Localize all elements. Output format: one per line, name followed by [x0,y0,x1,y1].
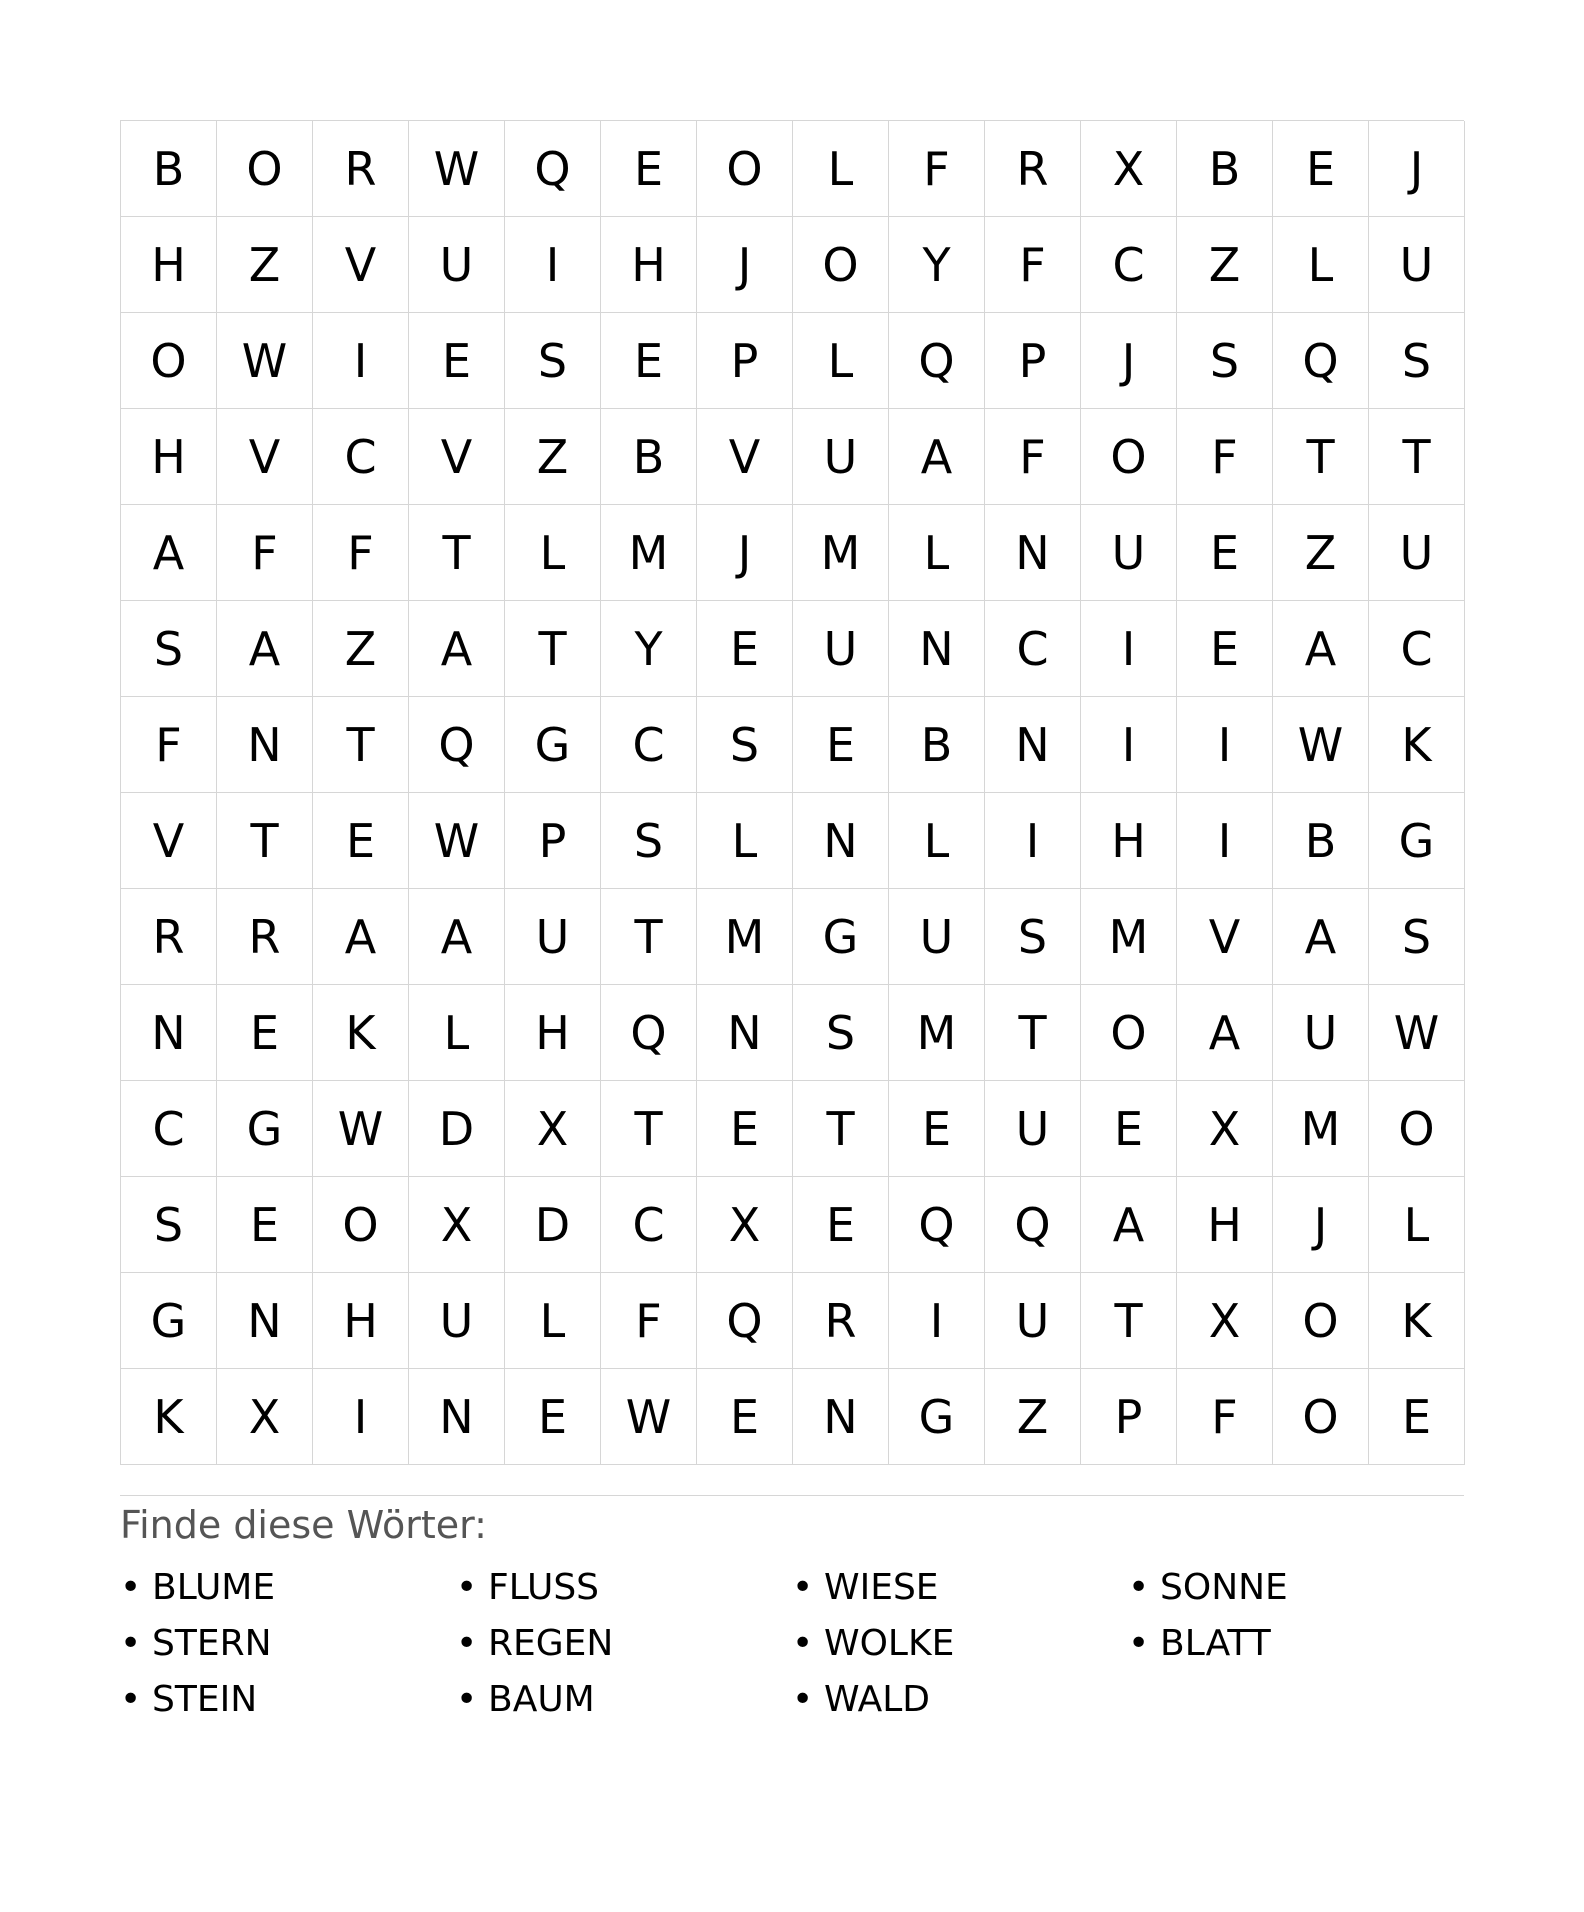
grid-cell[interactable]: E [889,1081,985,1177]
grid-cell[interactable]: L [697,793,793,889]
grid-cell[interactable]: Q [697,1273,793,1369]
word-list-item [792,1672,1128,1728]
grid-cell[interactable]: E [1273,121,1369,217]
grid-cell[interactable]: U [1369,217,1465,313]
grid-cell[interactable]: L [505,505,601,601]
grid-cell[interactable]: E [697,1369,793,1465]
word-list-item [456,1672,792,1728]
word-label: FLUSS [488,1567,600,1608]
grid-cell[interactable]: J [1273,1177,1369,1273]
grid-cell[interactable]: U [1273,985,1369,1081]
bullet-icon: • [1128,1623,1150,1664]
grid-cell[interactable]: L [793,313,889,409]
grid-cell[interactable]: S [1177,313,1273,409]
word-list-item [120,1672,456,1728]
grid-cell[interactable]: A [409,889,505,985]
grid-cell[interactable]: Z [985,1369,1081,1465]
grid-cell[interactable]: E [217,1177,313,1273]
grid-cell[interactable]: N [409,1369,505,1465]
grid-cell[interactable]: H [601,217,697,313]
grid-cell[interactable]: G [217,1081,313,1177]
grid-cell[interactable]: W [409,121,505,217]
grid-cell[interactable]: Q [889,313,985,409]
grid-cell[interactable]: W [1369,985,1465,1081]
grid-cell[interactable]: E [1177,601,1273,697]
grid-cell[interactable]: X [1081,121,1177,217]
grid-cell[interactable]: A [313,889,409,985]
grid-cell[interactable]: I [889,1273,985,1369]
grid-cell[interactable]: Q [409,697,505,793]
grid-cell[interactable]: T [1081,1273,1177,1369]
grid-cell[interactable]: Z [1273,505,1369,601]
grid-cell[interactable]: R [985,121,1081,217]
grid-cell[interactable]: E [601,313,697,409]
grid-cell[interactable]: Q [505,121,601,217]
bullet-icon: • [120,1623,142,1664]
grid-cell[interactable]: Z [313,601,409,697]
grid-cell[interactable]: J [1369,121,1465,217]
grid-cell[interactable]: U [985,1081,1081,1177]
grid-cell[interactable]: T [601,1081,697,1177]
grid-cell[interactable]: E [217,985,313,1081]
grid-cell[interactable]: U [409,217,505,313]
grid-cell[interactable]: G [121,1273,217,1369]
word-list-item [1128,1560,1464,1616]
grid-cell[interactable]: Z [217,217,313,313]
grid-cell[interactable]: S [985,889,1081,985]
grid-cell[interactable]: S [697,697,793,793]
grid-cell[interactable]: T [505,601,601,697]
grid-cell[interactable]: E [697,1081,793,1177]
grid-cell[interactable]: P [697,313,793,409]
grid-cell[interactable]: D [505,1177,601,1273]
grid-cell[interactable]: X [217,1369,313,1465]
grid-cell[interactable]: F [1177,409,1273,505]
grid-cell[interactable]: U [1081,505,1177,601]
grid-cell[interactable]: B [889,697,985,793]
grid-cell[interactable]: O [1273,1273,1369,1369]
grid-cell[interactable]: J [697,505,793,601]
grid-cell[interactable]: R [313,121,409,217]
grid-cell[interactable]: N [793,1369,889,1465]
grid-cell[interactable]: V [121,793,217,889]
grid-cell[interactable]: O [697,121,793,217]
word-list [120,1560,1464,1728]
grid-cell[interactable]: S [1369,889,1465,985]
grid-cell[interactable]: O [313,1177,409,1273]
grid-cell[interactable]: O [121,313,217,409]
word-label: WOLKE [824,1623,955,1664]
grid-cell[interactable]: S [601,793,697,889]
grid-cell[interactable]: M [793,505,889,601]
grid-cell[interactable]: E [1369,1369,1465,1465]
grid-cell[interactable]: I [985,793,1081,889]
word-list-item [792,1616,1128,1672]
grid-cell[interactable]: X [505,1081,601,1177]
grid-cell[interactable]: O [1081,409,1177,505]
grid-cell[interactable]: A [121,505,217,601]
grid-cell[interactable]: C [985,601,1081,697]
grid-cell[interactable]: W [409,793,505,889]
grid-cell[interactable]: N [121,985,217,1081]
grid-cell[interactable]: S [1369,313,1465,409]
grid-cell[interactable]: F [889,121,985,217]
grid-cell[interactable]: U [889,889,985,985]
word-label: WIESE [824,1567,939,1608]
grid-cell[interactable]: X [1177,1081,1273,1177]
grid-cell[interactable]: I [313,313,409,409]
grid-cell[interactable]: C [601,1177,697,1273]
word-label: BLUME [152,1567,276,1608]
grid-cell[interactable]: M [889,985,985,1081]
grid-cell[interactable]: O [1369,1081,1465,1177]
grid-cell[interactable]: G [793,889,889,985]
word-list-item [120,1560,456,1616]
grid-cell[interactable]: N [697,985,793,1081]
bullet-icon: • [792,1567,814,1608]
grid-cell[interactable]: E [1177,505,1273,601]
grid-cell[interactable]: A [1177,985,1273,1081]
grid-cell[interactable]: M [1081,889,1177,985]
grid-cell[interactable]: K [121,1369,217,1465]
grid-cell[interactable]: W [1273,697,1369,793]
grid-cell[interactable]: B [1177,121,1273,217]
grid-cell[interactable]: M [697,889,793,985]
grid-cell[interactable]: W [313,1081,409,1177]
grid-cell[interactable]: Y [889,217,985,313]
word-list-item [792,1560,1128,1616]
grid-cell[interactable]: A [1273,889,1369,985]
word-label: STERN [152,1623,272,1664]
grid-cell[interactable]: P [985,313,1081,409]
word-label: REGEN [488,1623,614,1664]
grid-cell[interactable]: X [409,1177,505,1273]
grid-cell[interactable]: X [697,1177,793,1273]
grid-cell[interactable]: K [1369,697,1465,793]
grid-cell[interactable]: O [793,217,889,313]
grid-cell[interactable]: H [313,1273,409,1369]
word-list-item [456,1560,792,1616]
bullet-icon: • [456,1679,478,1720]
grid-cell[interactable]: V [1177,889,1273,985]
grid-cell[interactable]: I [313,1369,409,1465]
grid-cell[interactable]: L [889,793,985,889]
grid-cell[interactable]: Z [1177,217,1273,313]
grid-cell[interactable]: V [697,409,793,505]
grid-cell[interactable]: L [793,121,889,217]
word-label: WALD [824,1679,931,1720]
grid-cell[interactable]: X [1177,1273,1273,1369]
grid-cell[interactable]: T [601,889,697,985]
grid-cell[interactable]: T [313,697,409,793]
grid-cell[interactable]: F [601,1273,697,1369]
grid-cell[interactable]: W [601,1369,697,1465]
grid-cell[interactable]: N [217,1273,313,1369]
bullet-icon: • [120,1679,142,1720]
grid-cell[interactable]: G [505,697,601,793]
grid-cell[interactable]: E [313,793,409,889]
wordlist-title: Finde diese Wörter: [120,1503,487,1547]
grid-cell[interactable]: E [601,121,697,217]
grid-cell[interactable]: O [217,121,313,217]
letter-grid [120,120,1464,1465]
grid-cell[interactable]: L [1273,217,1369,313]
grid-cell[interactable]: N [793,793,889,889]
grid-cell[interactable]: B [601,409,697,505]
puzzle-page [120,120,1464,1728]
grid-cell[interactable]: Q [889,1177,985,1273]
grid-cell[interactable]: N [985,697,1081,793]
grid-cell[interactable]: L [409,985,505,1081]
grid-cell[interactable]: C [313,409,409,505]
grid-cell[interactable]: A [889,409,985,505]
grid-cell[interactable]: P [1081,1369,1177,1465]
grid-cell[interactable]: C [121,1081,217,1177]
grid-cell[interactable]: B [121,121,217,217]
grid-cell[interactable]: P [505,793,601,889]
grid-cell[interactable]: M [601,505,697,601]
bullet-icon: • [456,1623,478,1664]
word-list-item [456,1616,792,1672]
grid-cell[interactable]: H [1177,1177,1273,1273]
grid-cell[interactable]: E [505,1369,601,1465]
grid-cell[interactable]: E [409,313,505,409]
grid-cell[interactable]: F [313,505,409,601]
grid-cell[interactable]: C [601,697,697,793]
grid-cell[interactable]: M [1273,1081,1369,1177]
grid-cell[interactable]: N [985,505,1081,601]
grid-cell[interactable]: F [985,409,1081,505]
grid-cell[interactable]: T [1273,409,1369,505]
grid-cell[interactable]: I [505,217,601,313]
bullet-icon: • [792,1623,814,1664]
grid-cell[interactable]: L [1369,1177,1465,1273]
bullet-icon: • [1128,1567,1150,1608]
grid-cell[interactable]: N [217,697,313,793]
grid-cell[interactable]: O [1081,985,1177,1081]
grid-cell[interactable]: Q [985,1177,1081,1273]
grid-cell[interactable]: U [793,409,889,505]
grid-cell[interactable]: Q [601,985,697,1081]
grid-cell[interactable]: J [697,217,793,313]
grid-cell[interactable]: K [313,985,409,1081]
grid-cell[interactable]: K [1369,1273,1465,1369]
grid-cell[interactable]: S [793,985,889,1081]
grid-cell[interactable]: A [409,601,505,697]
grid-cell[interactable]: I [1177,697,1273,793]
grid-cell[interactable]: E [1081,1081,1177,1177]
grid-cell[interactable]: U [1369,505,1465,601]
grid-cell[interactable]: F [217,505,313,601]
grid-cell[interactable]: U [793,601,889,697]
grid-cell[interactable]: E [793,1177,889,1273]
grid-cell[interactable]: H [505,985,601,1081]
word-list-item [1128,1616,1464,1672]
grid-cell[interactable]: I [1081,601,1177,697]
grid-cell[interactable]: G [1369,793,1465,889]
grid-cell[interactable]: S [505,313,601,409]
grid-cell[interactable]: L [505,1273,601,1369]
grid-cell[interactable]: R [793,1273,889,1369]
grid-cell[interactable]: E [697,601,793,697]
grid-cell[interactable]: Y [601,601,697,697]
grid-cell[interactable]: C [1081,217,1177,313]
word-label: STEIN [152,1679,258,1720]
grid-cell[interactable]: E [793,697,889,793]
grid-cell[interactable]: U [985,1273,1081,1369]
grid-cell[interactable]: V [313,217,409,313]
grid-cell[interactable]: G [889,1369,985,1465]
grid-cell[interactable]: I [1177,793,1273,889]
grid-cell[interactable]: R [217,889,313,985]
grid-cell[interactable]: T [217,793,313,889]
grid-cell[interactable]: F [985,217,1081,313]
grid-cell[interactable]: A [1273,601,1369,697]
grid-cell[interactable]: F [121,697,217,793]
grid-cell[interactable]: A [1081,1177,1177,1273]
grid-cell[interactable]: Z [505,409,601,505]
divider [120,1495,1464,1496]
grid-cell[interactable]: V [409,409,505,505]
bullet-icon: • [120,1567,142,1608]
grid-cell[interactable]: L [889,505,985,601]
word-label: SONNE [1160,1567,1288,1608]
grid-cell[interactable]: S [121,1177,217,1273]
grid-cell[interactable]: U [505,889,601,985]
grid-cell[interactable]: T [1369,409,1465,505]
grid-cell[interactable]: S [121,601,217,697]
grid-cell[interactable]: H [121,409,217,505]
grid-cell[interactable]: V [217,409,313,505]
grid-cell[interactable]: R [121,889,217,985]
grid-cell[interactable]: H [1081,793,1177,889]
word-label: BAUM [488,1679,595,1720]
word-label: BLATT [1160,1623,1271,1664]
grid-cell[interactable]: D [409,1081,505,1177]
grid-cell[interactable]: Q [1273,313,1369,409]
grid-cell[interactable]: H [121,217,217,313]
grid-cell[interactable]: W [217,313,313,409]
grid-cell[interactable]: N [889,601,985,697]
grid-cell[interactable]: A [217,601,313,697]
grid-cell[interactable]: T [793,1081,889,1177]
word-list-item [120,1616,456,1672]
grid-cell[interactable]: I [1081,697,1177,793]
bullet-icon: • [456,1567,478,1608]
grid-cell[interactable]: F [1177,1369,1273,1465]
grid-cell[interactable]: T [985,985,1081,1081]
grid-cell[interactable]: J [1081,313,1177,409]
grid-cell[interactable]: U [409,1273,505,1369]
grid-cell[interactable]: C [1369,601,1465,697]
grid-cell[interactable]: O [1273,1369,1369,1465]
grid-cell[interactable]: T [409,505,505,601]
grid-cell[interactable]: B [1273,793,1369,889]
bullet-icon: • [792,1679,814,1720]
